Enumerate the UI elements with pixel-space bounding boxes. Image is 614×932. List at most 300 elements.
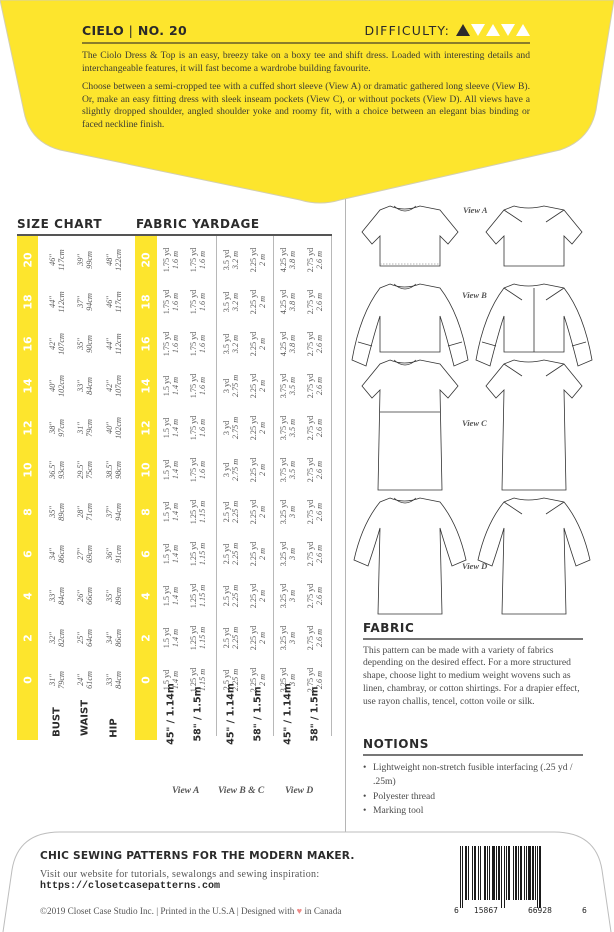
yardage-cell-45 (222, 375, 240, 397)
yardage-cell-58 (306, 290, 324, 315)
cell-secondary: 71cm (85, 503, 94, 521)
cell-secondary: 117cm (114, 291, 123, 313)
view-d-column-label: View D (285, 786, 314, 796)
waist-cell (76, 461, 94, 479)
size-label: 0 (21, 676, 35, 684)
cell-secondary: 2.6 m (315, 292, 324, 312)
view-d-tag: View D (462, 561, 488, 571)
cell-primary: 1.75 yd (189, 373, 198, 399)
size-label: 16 (21, 336, 35, 352)
cell-secondary: 1.6 m (198, 334, 207, 354)
barcode-digit: 15867 (474, 906, 498, 915)
cell-secondary: 2.25 m (231, 626, 240, 650)
cell-secondary: 2.6 m (315, 502, 324, 522)
notions-list (363, 761, 583, 819)
cell-secondary: 93cm (57, 461, 66, 479)
cell-secondary: 2.25 m (231, 668, 240, 692)
yardage-cell-58 (306, 374, 324, 399)
cell-secondary: 89cm (57, 503, 66, 521)
cell-secondary: 2.75 m (231, 416, 240, 440)
cell-primary: 3.25 yd (279, 541, 288, 567)
cell-secondary: 112cm (57, 291, 66, 313)
cell-secondary: 94cm (114, 503, 123, 521)
size-label: 10 (21, 462, 35, 478)
yardage-cell-58 (249, 500, 267, 525)
barcode (454, 846, 587, 916)
size-label: 16 (139, 336, 153, 352)
yardage-cell-45 (222, 585, 240, 607)
cell-secondary: 2.6 m (315, 460, 324, 480)
footer-visit-text: Visit our website for tutorials, sewalongs and sewing inspiration: (40, 869, 320, 880)
cell-secondary: 2.6 m (315, 418, 324, 438)
cell-secondary: 2.6 m (315, 250, 324, 270)
notions-rule (363, 754, 583, 756)
cell-secondary: 1.6 m (198, 460, 207, 480)
cell-primary: 1.25 yd (189, 667, 198, 693)
yardage-cell-45 (222, 417, 240, 439)
yardage-cell-45 (279, 332, 297, 357)
cell-primary: 24" (76, 674, 85, 686)
hip-cell (105, 333, 123, 354)
cell-secondary: 2.25 m (231, 584, 240, 608)
row-label-bust: BUST (51, 707, 63, 737)
yardage-cell-45 (162, 502, 180, 522)
yardage-cell-45 (222, 250, 240, 270)
cell-secondary: 107cm (114, 375, 123, 397)
cell-primary: 44" (48, 296, 57, 308)
cell-primary: 39" (76, 254, 85, 266)
width-label-45-view-a: 45" / 1.14m (165, 683, 177, 745)
bust-cell (48, 375, 66, 397)
cell-secondary: 1.6 m (198, 376, 207, 396)
yardage-cell-58 (189, 332, 207, 357)
hip-cell (105, 291, 123, 312)
cell-secondary: 61cm (85, 671, 94, 689)
difficulty-triangle-empty-icon (516, 24, 530, 36)
title-separator: | (128, 22, 134, 38)
bust-cell (48, 249, 66, 270)
fabric-rule (363, 638, 583, 640)
cell-secondary: 82cm (57, 629, 66, 647)
hip-cell (105, 461, 123, 479)
yardage-cell-45 (162, 586, 180, 606)
cell-primary: 2.25 yd (249, 667, 258, 693)
copyright-end: in Canada (304, 906, 342, 916)
cell-secondary: 98cm (114, 461, 123, 479)
cell-primary: 33" (105, 674, 114, 686)
cell-secondary: 2 m (258, 505, 267, 519)
size-label: 0 (139, 676, 153, 684)
cell-primary: 1.5 yd (162, 417, 171, 439)
cell-secondary: 66cm (85, 587, 94, 605)
cell-secondary: 1.6 m (171, 334, 180, 354)
pattern-title (82, 23, 187, 38)
cell-primary: 2.75 yd (306, 331, 315, 357)
cell-primary: 2.25 yd (249, 415, 258, 441)
cell-primary: 29.5" (76, 461, 85, 479)
yardage-cell-58 (189, 542, 207, 567)
cell-primary: 2.25 yd (249, 583, 258, 609)
cell-secondary: 91cm (114, 545, 123, 563)
cell-secondary: 3.5 m (288, 418, 297, 438)
cell-secondary: 122cm (114, 249, 123, 271)
waist-cell (76, 629, 94, 647)
yardage-cell-58 (306, 332, 324, 357)
garment-illustrations (350, 196, 614, 616)
cell-primary: 38.5" (105, 461, 114, 479)
cell-primary: 1.5 yd (162, 375, 171, 397)
cell-primary: 2.25 yd (249, 373, 258, 399)
cell-secondary: 3 m (288, 589, 297, 603)
cell-secondary: 2 m (258, 589, 267, 603)
view-c-back-illustration (486, 360, 582, 490)
cell-secondary: 84cm (57, 587, 66, 605)
difficulty-triangle-filled-icon (456, 24, 470, 36)
yardage-cell-45 (162, 376, 180, 396)
cell-primary: 1.75 yd (189, 457, 198, 483)
cell-primary: 1.75 yd (162, 289, 171, 315)
cell-primary: 1.5 yd (162, 459, 171, 481)
yardage-cell-45 (279, 626, 297, 651)
cell-secondary: 79cm (57, 671, 66, 689)
cell-primary: 2.25 yd (249, 541, 258, 567)
yardage-cell-58 (306, 248, 324, 273)
cell-secondary: 2.6 m (315, 628, 324, 648)
cell-primary: 4.25 yd (279, 289, 288, 315)
yardage-cell-58 (189, 500, 207, 525)
cell-primary: 1.5 yd (162, 585, 171, 607)
cell-primary: 4.25 yd (279, 247, 288, 273)
cell-primary: 46" (105, 296, 114, 308)
cell-secondary: 69cm (85, 545, 94, 563)
waist-cell (76, 419, 94, 437)
size-chart-heading: SIZE CHART (17, 217, 103, 231)
cell-primary: 1.75 yd (189, 331, 198, 357)
cell-secondary: 2.75 m (231, 458, 240, 482)
cell-secondary: 2 m (258, 421, 267, 435)
cell-secondary: 1.4 m (171, 376, 180, 396)
cell-primary: 2.75 yd (306, 667, 315, 693)
cell-secondary: 2 m (258, 463, 267, 477)
cell-secondary: 3.5 m (288, 460, 297, 480)
cell-primary: 1.5 yd (162, 543, 171, 565)
size-label: 8 (139, 508, 153, 516)
cell-primary: 1.25 yd (189, 541, 198, 567)
yardage-cell-58 (189, 626, 207, 651)
cell-secondary: 2 m (258, 253, 267, 267)
hip-cell (105, 671, 123, 689)
yardage-cell-58 (249, 584, 267, 609)
cell-secondary: 90cm (85, 335, 94, 353)
waist-cell (76, 671, 94, 689)
cell-secondary: 107cm (57, 333, 66, 355)
hip-cell (105, 545, 123, 563)
cell-primary: 32" (48, 632, 57, 644)
yardage-cell-58 (249, 374, 267, 399)
yardage-size-strip (135, 236, 157, 740)
cell-primary: 33" (76, 380, 85, 392)
size-label: 14 (21, 378, 35, 394)
yardage-cell-58 (189, 584, 207, 609)
cell-secondary: 2 m (258, 379, 267, 393)
cell-primary: 2.5 yd (222, 543, 231, 565)
view-d-back-illustration (478, 498, 590, 614)
cell-primary: 2.25 yd (249, 457, 258, 483)
size-label: 4 (139, 592, 153, 600)
row-label-waist: WAIST (79, 699, 91, 737)
cell-secondary: 1.6 m (171, 250, 180, 270)
cell-primary: 28" (76, 506, 85, 518)
yardage-cell-45 (222, 334, 240, 354)
cell-primary: 1.5 yd (162, 627, 171, 649)
bust-cell (48, 629, 66, 647)
size-chart-size-strip (17, 236, 38, 740)
cell-secondary: 2 m (258, 631, 267, 645)
barcode-digit: 66928 (528, 906, 552, 915)
cell-secondary: 79cm (85, 419, 94, 437)
pattern-number: NO. 20 (137, 22, 187, 38)
hip-cell (105, 587, 123, 605)
cell-secondary: 2 m (258, 673, 267, 687)
cell-primary: 3.25 yd (279, 625, 288, 651)
pattern-description (82, 50, 530, 132)
footer-tagline: CHIC SEWING PATTERNS FOR THE MODERN MAKER. (40, 850, 355, 862)
cell-secondary: 2 m (258, 547, 267, 561)
notion-item: • Lightweight non-stretch fusible interfacing (.25 yd / .25m) (363, 761, 583, 790)
yardage-cell-45 (279, 584, 297, 609)
heart-icon: ♥ (296, 906, 303, 916)
cell-primary: 3.5 yd (222, 291, 231, 313)
yardage-cell-45 (279, 542, 297, 567)
cell-secondary: 3.8 m (288, 250, 297, 270)
cell-secondary: 3.8 m (288, 292, 297, 312)
cell-secondary: 75cm (85, 461, 94, 479)
copyright-text: ©2019 Closet Case Studio Inc. | Printed in the U.S.A | Designed with (40, 906, 295, 916)
yardage-cell-45 (279, 248, 297, 273)
bust-cell (48, 545, 66, 563)
cell-secondary: 97cm (57, 419, 66, 437)
waist-cell (76, 503, 94, 521)
notion-item: • Polyester thread (363, 790, 583, 805)
cell-secondary: 3.5 m (288, 376, 297, 396)
yardage-cell-45 (162, 544, 180, 564)
cell-primary: 3.25 yd (279, 667, 288, 693)
width-label-58-view-d: 58" / 1.5m (309, 686, 321, 742)
width-label-58-view-bc: 58" / 1.5m (252, 686, 264, 742)
cell-primary: 2.5 yd (222, 669, 231, 691)
cell-primary: 2.5 yd (222, 627, 231, 649)
view-a-column-label: View A (172, 786, 200, 796)
cell-primary: 1.75 yd (189, 289, 198, 315)
yardage-cell-58 (306, 458, 324, 483)
view-b-front-illustration (352, 284, 468, 366)
fabric-heading: FABRIC (363, 621, 415, 635)
yardage-cell-58 (306, 584, 324, 609)
cell-primary: 38" (48, 422, 57, 434)
cell-primary: 1.25 yd (189, 583, 198, 609)
cell-secondary: 2 m (258, 337, 267, 351)
yardage-cell-45 (279, 374, 297, 399)
bust-cell (48, 461, 66, 479)
yardage-cell-58 (306, 626, 324, 651)
bust-cell (48, 503, 66, 521)
size-label: 20 (139, 252, 153, 268)
cell-primary: 1.75 yd (162, 331, 171, 357)
hip-cell (105, 629, 123, 647)
cell-primary: 2.25 yd (249, 499, 258, 525)
yardage-cell-58 (249, 290, 267, 315)
cell-primary: 2.75 yd (306, 583, 315, 609)
yardage-cell-45 (279, 290, 297, 315)
cell-secondary: 84cm (85, 377, 94, 395)
hip-cell (105, 375, 123, 397)
cell-secondary: 3 m (288, 505, 297, 519)
size-label: 12 (21, 420, 35, 436)
cell-secondary: 1.6 m (198, 418, 207, 438)
cell-primary: 27" (76, 548, 85, 560)
yardage-cell-58 (306, 416, 324, 441)
cell-secondary: 89cm (114, 587, 123, 605)
cell-secondary: 102cm (114, 417, 123, 439)
cell-primary: 42" (105, 380, 114, 392)
barcode-digit: 6 (582, 906, 587, 915)
hip-cell (105, 503, 123, 521)
yardage-cell-58 (306, 500, 324, 525)
cell-primary: 2.75 yd (306, 247, 315, 273)
cell-primary: 35" (105, 590, 114, 602)
header-title-row (82, 22, 530, 44)
cell-primary: 46" (48, 254, 57, 266)
cell-primary: 1.25 yd (189, 499, 198, 525)
cell-primary: 1.25 yd (189, 625, 198, 651)
cell-secondary: 1.4 m (171, 460, 180, 480)
cell-primary: 3 yd (222, 420, 231, 436)
cell-secondary: 2.6 m (315, 670, 324, 690)
cell-secondary: 2.25 m (231, 500, 240, 524)
hip-cell (105, 417, 123, 439)
cell-primary: 36" (105, 548, 114, 560)
cell-primary: 2.5 yd (222, 501, 231, 523)
website-link[interactable]: https://closetcasepatterns.com (40, 881, 221, 892)
yardage-cell-58 (189, 416, 207, 441)
waist-cell (76, 335, 94, 353)
cell-secondary: 86cm (57, 545, 66, 563)
waist-cell (76, 587, 94, 605)
difficulty-rating (364, 23, 530, 38)
width-label-58-view-a: 58" / 1.5m (192, 686, 204, 742)
cell-secondary: 1.15 m (198, 584, 207, 608)
cell-primary: 40" (105, 422, 114, 434)
cell-primary: 2.75 yd (306, 457, 315, 483)
view-b-tag: View B (462, 290, 487, 300)
cell-secondary: 64cm (85, 629, 94, 647)
yardage-cell-45 (279, 500, 297, 525)
cell-secondary: 3.8 m (288, 334, 297, 354)
bust-cell (48, 419, 66, 437)
yardage-cell-58 (189, 248, 207, 273)
view-d-front-illustration (354, 498, 466, 614)
size-label: 6 (139, 550, 153, 558)
size-label: 6 (21, 550, 35, 558)
cell-primary: 2.75 yd (306, 499, 315, 525)
size-label: 10 (139, 462, 153, 478)
cell-primary: 1.75 yd (189, 415, 198, 441)
footer-copyright (40, 906, 341, 916)
notion-item: • Marking tool (363, 804, 583, 819)
cell-primary: 26" (76, 590, 85, 602)
width-label-45-view-d: 45" / 1.14m (282, 683, 294, 745)
size-label: 14 (139, 378, 153, 394)
size-label: 20 (21, 252, 35, 268)
cell-primary: 2.75 yd (306, 373, 315, 399)
cell-primary: 3.75 yd (279, 415, 288, 441)
yardage-cell-58 (249, 542, 267, 567)
notions-heading: NOTIONS (363, 737, 429, 751)
view-a-front-illustration (362, 206, 458, 266)
yardage-cell-45 (162, 248, 180, 273)
cell-secondary: 1.15 m (198, 668, 207, 692)
bust-cell (48, 333, 66, 355)
waist-cell (76, 377, 94, 395)
cell-primary: 4.25 yd (279, 331, 288, 357)
notions-section (363, 737, 583, 819)
cell-secondary: 1.4 m (171, 544, 180, 564)
cell-primary: 1.5 yd (162, 501, 171, 523)
header-banner (82, 22, 530, 132)
cell-primary: 48" (105, 254, 114, 266)
cell-primary: 1.75 yd (189, 247, 198, 273)
cell-primary: 25" (76, 632, 85, 644)
view-bc-column-label: View B & C (218, 786, 265, 796)
yardage-cell-45 (162, 460, 180, 480)
cell-secondary: 2 m (258, 295, 267, 309)
yardage-cell-58 (249, 626, 267, 651)
cell-secondary: 3 m (288, 673, 297, 687)
cell-primary: 1.75 yd (162, 247, 171, 273)
size-label: 12 (139, 420, 153, 436)
yardage-cell-58 (249, 416, 267, 441)
view-c-tag: View C (462, 418, 487, 428)
view-c-front-illustration (362, 360, 458, 490)
waist-cell (76, 293, 94, 311)
cell-secondary: 2.75 m (231, 374, 240, 398)
size-label: 2 (21, 634, 35, 642)
cell-secondary: 99cm (85, 251, 94, 269)
pattern-name: CIELO (82, 22, 125, 38)
view-a-back-illustration (486, 206, 582, 266)
cell-secondary: 2.6 m (315, 334, 324, 354)
cell-primary: 31" (48, 674, 57, 686)
cell-primary: 3.75 yd (279, 373, 288, 399)
cell-secondary: 1.4 m (171, 586, 180, 606)
cell-secondary: 2.6 m (315, 586, 324, 606)
cell-primary: 3 yd (222, 462, 231, 478)
cell-primary: 42" (48, 338, 57, 350)
yardage-cell-45 (222, 459, 240, 481)
cell-primary: 34" (48, 548, 57, 560)
yardage-cell-45 (222, 543, 240, 565)
yardage-cell-58 (189, 374, 207, 399)
cell-primary: 35" (76, 338, 85, 350)
difficulty-triangle-empty-icon (486, 24, 500, 36)
cell-primary: 2.25 yd (249, 289, 258, 315)
yardage-cell-45 (222, 501, 240, 523)
cell-secondary: 94cm (85, 293, 94, 311)
cell-primary: 2.25 yd (249, 247, 258, 273)
barcode-digit: 6 (454, 906, 459, 915)
description-paragraph-2: Choose between a semi-cropped tee with a cuffed short sleeve (View A) or dramatic gathered long sleeve (View B). Or, make an easy fitting dress with sleek inseam pockets (View C), or without pockets (View D). All views have a slightly dropped shoulder, angled shoulder yoke and roomy fit, with a choice between an elegant bias binding or faced neckline finish. (82, 81, 530, 130)
yardage-cell-58 (306, 542, 324, 567)
